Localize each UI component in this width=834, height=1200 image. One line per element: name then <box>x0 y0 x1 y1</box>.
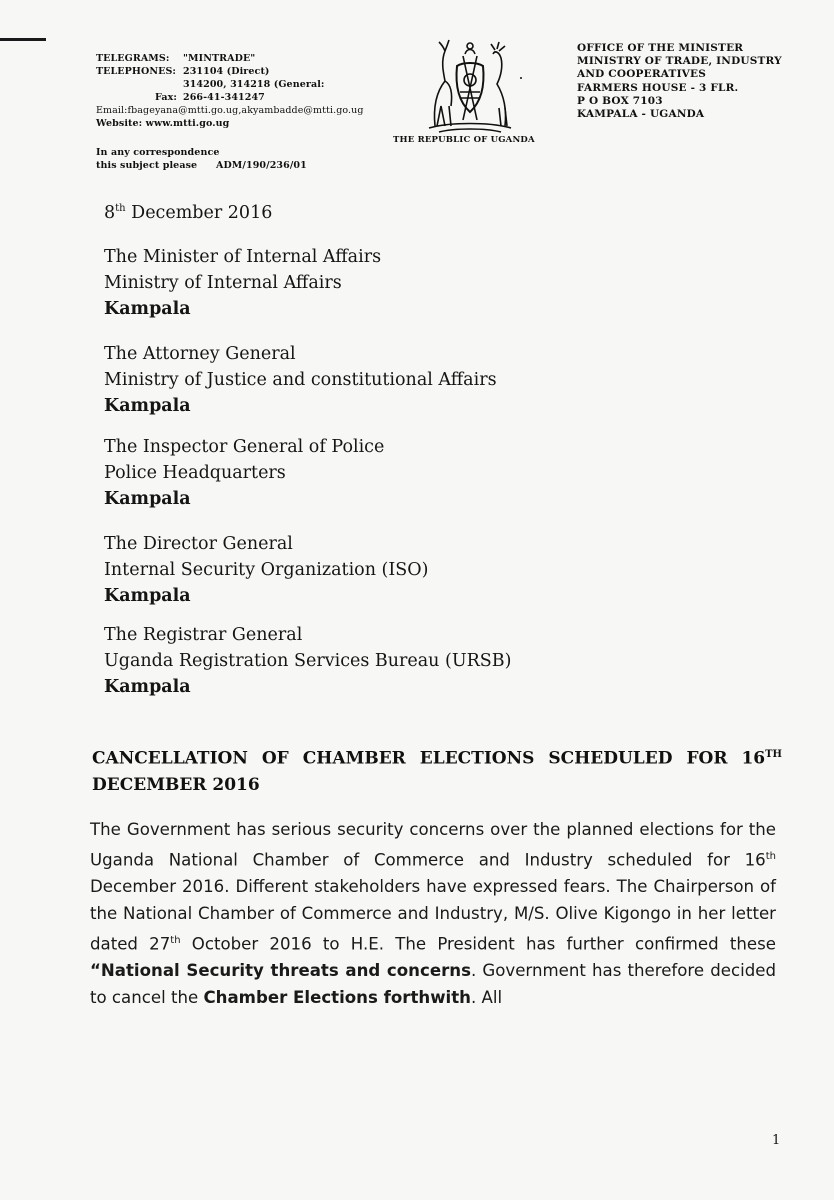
paragraph-emphasis: “National Security threats and concerns <box>90 961 471 981</box>
office-line-3: AND COOPERATIVES <box>577 68 707 81</box>
addressee-block <box>104 622 511 700</box>
paragraph-text: December 2016. Different stakeholders have expressed fears. The Chairperson of the National Chamber of Commerce and Industry, M/S. Olive Kigongo in her letter dated 27 <box>90 877 776 954</box>
telephones-value-general: 314200, 314218 (General: <box>183 79 325 90</box>
addressee-title: The Inspector General of Police <box>104 437 385 457</box>
addressee-org: Internal Security Organization (ISO) <box>104 560 429 580</box>
paragraph-superscript: th <box>765 850 776 862</box>
uganda-coat-of-arms-icon <box>415 36 525 136</box>
office-line-2: MINISTRY OF TRADE, INDUSTRY <box>577 55 782 68</box>
date-rest: December 2016 <box>125 203 273 223</box>
fax-value: 266-41-341247 <box>183 92 265 103</box>
paragraph-text: The Government has serious security concerns over the planned elections for the Uganda National Chamber of Commerce and Industry scheduled for 16 <box>90 820 776 870</box>
republic-caption: THE REPUBLIC OF UGANDA <box>393 135 535 145</box>
addressee-org: Police Headquarters <box>104 463 286 483</box>
paragraph-text: . All <box>470 987 503 1007</box>
telegrams-row <box>96 52 364 65</box>
telephones-row <box>96 65 364 78</box>
addressee-title: The Registrar General <box>104 625 303 645</box>
office-line-5: P O BOX 7103 <box>577 94 663 107</box>
correspondence-text: this subject please <box>96 160 198 171</box>
telephones-label: TELEPHONES: <box>96 66 177 77</box>
addressee-title: The Minister of Internal Affairs <box>104 247 382 267</box>
paragraph-text: . Government has therefore decided to cancel the <box>90 961 777 1007</box>
addressee-block <box>104 531 428 609</box>
telephones-general-row <box>96 78 364 91</box>
fax-row <box>96 91 364 104</box>
letterhead-office <box>577 42 782 121</box>
addressee-block <box>104 244 381 322</box>
addressee-city: Kampala <box>104 489 191 509</box>
subject-superscript: TH <box>765 749 782 760</box>
email-line: Email:fbageyana@mtti.go.ug,akyambadde@mtti.go.ug <box>96 105 364 116</box>
date-day: 8 <box>104 203 116 223</box>
addressee-title: The Director General <box>104 534 293 554</box>
addressee-block <box>104 434 384 512</box>
fax-label: Fax: <box>155 92 177 103</box>
page-number: 1 <box>772 1133 781 1148</box>
subject-text: CANCELLATION OF CHAMBER ELECTIONS SCHEDULED FOR 16 <box>92 748 766 769</box>
body-paragraph <box>90 817 776 1012</box>
office-line-1: OFFICE OF THE MINISTER <box>577 42 744 54</box>
paragraph-emphasis: Chamber Elections forthwith <box>203 987 471 1007</box>
telegrams-label: TELEGRAMS: <box>96 53 170 64</box>
subject-text-end: DECEMBER 2016 <box>92 774 260 795</box>
reference-number: ADM/190/236/01 <box>216 160 307 171</box>
office-line-6: KAMPALA - UGANDA <box>577 108 705 121</box>
addressee-city: Kampala <box>104 677 191 697</box>
correspondence-line-2 <box>96 159 364 172</box>
addressee-city: Kampala <box>104 396 191 416</box>
scan-edge-mark <box>0 38 46 41</box>
addressee-org: Uganda Registration Services Bureau (URSB) <box>104 651 512 671</box>
office-line-4: FARMERS HOUSE - 3 FLR. <box>577 81 739 94</box>
date-suffix: th <box>115 203 126 215</box>
letter-subject <box>92 742 782 798</box>
addressee-title: The Attorney General <box>104 344 296 364</box>
addressee-org: Ministry of Internal Affairs <box>104 273 342 293</box>
paragraph-superscript: th <box>170 934 181 946</box>
addressee-city: Kampala <box>104 586 191 606</box>
letter-date <box>104 203 272 223</box>
website-line: Website: www.mtti.go.ug <box>96 118 230 129</box>
paragraph-text: October 2016 to H.E. The President has further confirmed these <box>180 934 776 954</box>
addressee-block <box>104 341 497 419</box>
addressee-city: Kampala <box>104 299 191 319</box>
correspondence-line-1: In any correspondence <box>96 147 220 158</box>
letterhead-contacts <box>96 52 364 172</box>
addressee-org: Ministry of Justice and constitutional Affairs <box>104 370 497 390</box>
telegrams-value: "MINTRADE" <box>183 53 256 64</box>
telephones-value-direct: 231104 (Direct) <box>183 66 270 77</box>
